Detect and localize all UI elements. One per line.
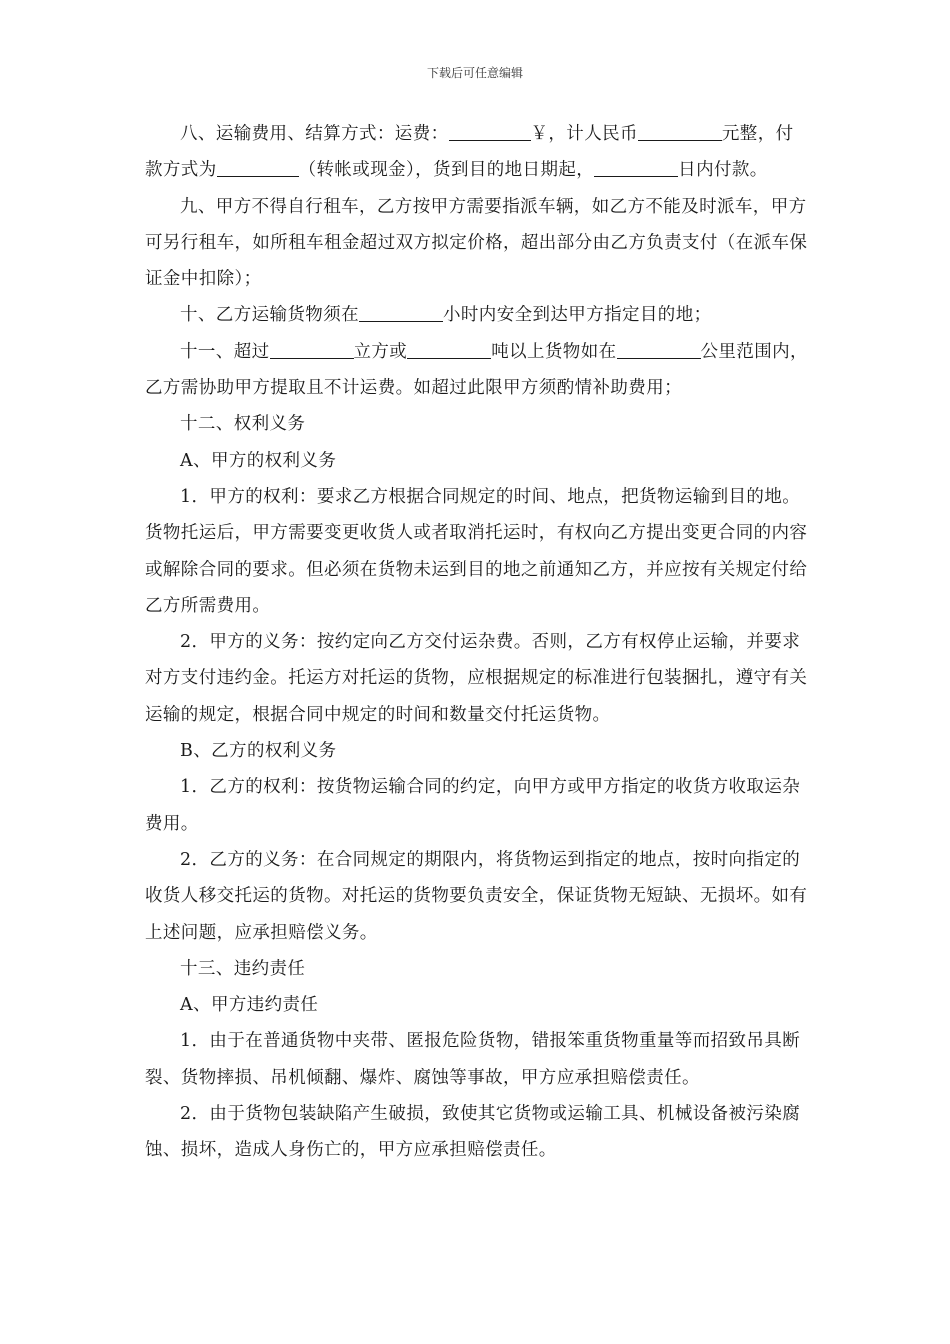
clause-12-a-2: 2．甲方的义务：按约定向乙方交付运杂费。否则，乙方有权停止运输，并要求对方支付违约金。托运方对托运的货物，应根据规定的标准进行包装捆扎，遵守有关运输的规定，根据合同中规定的时间和数量交付托运货物。 <box>145 632 808 725</box>
clause-9: 九、甲方不得自行租车，乙方按甲方需要指派车辆，如乙方不能及时派车，甲方可另行租车，如所租车租金超过双方拟定价格，超出部分由乙方负责支付（在派车保证金中扣除）； <box>145 196 808 290</box>
clause-12-b-title: B、乙方的权利义务 <box>180 741 337 762</box>
clause-13-a-title: A、甲方违约责任 <box>180 995 319 1016</box>
clause-11 <box>145 334 810 407</box>
payment-method-blank <box>217 156 299 177</box>
hours-blank <box>359 301 443 322</box>
clause-11-text-4: 公里范围内，乙方需协助甲方提取且不计运费。如超过此限甲方须酌情补助费用； <box>145 341 808 399</box>
document-body <box>145 116 810 1169</box>
clause-8 <box>145 116 810 189</box>
payment-days-blank <box>594 156 678 177</box>
clause-13-a-1: 1．由于在普通货物中夹带、匿报危险货物，错报笨重货物重量等而招致吊具断裂、货物摔损、吊机倾翻、爆炸、腐蚀等事故，甲方应承担赔偿责任。 <box>145 1031 801 1088</box>
clause-10-text-1: 十、乙方运输货物须在 <box>180 305 359 326</box>
clause-11-text-2: 立方或 <box>353 341 408 362</box>
clause-8-text-5: 日内付款。 <box>678 160 768 181</box>
clause-11-text-3: 吨以上货物如在 <box>491 341 617 362</box>
rmb-amount-blank <box>638 120 722 141</box>
clause-8-text-3: 元整，付款方式为 <box>145 124 794 181</box>
clause-10 <box>145 297 810 333</box>
cubic-meters-blank <box>270 338 354 359</box>
tons-blank <box>407 338 491 359</box>
freight-amount-blank <box>449 120 531 141</box>
clause-12-a-1: 1．甲方的权利：要求乙方根据合同规定的时间、地点，把货物运输到目的地。货物托运后，甲方需要变更收货人或者取消托运时，有权向乙方提出变更合同的内容或解除合同的要求。但必须在货物未运到目的地之前通知乙方，并应按有关规定付给乙方所需费用。 <box>145 486 808 616</box>
clause-8-text-2: ￥，计人民币 <box>530 124 638 144</box>
clause-8-text-4: （转帐或现金），货到目的地日期起， <box>298 160 595 181</box>
clause-11-text-1: 十一、超过 <box>180 341 270 362</box>
page-header: 下载后可任意编辑 <box>426 66 523 80</box>
clause-12-b-2: 2．乙方的义务：在合同规定的期限内，将货物运到指定的地点，按时向指定的收货人移交托运的货物。对托运的货物要负责安全，保证货物无短缺、无损坏。如有上述问题，应承担赔偿义务。 <box>145 849 808 943</box>
clause-13-a-2: 2．由于货物包装缺陷产生破损，致使其它货物或运输工具、机械设备被污染腐蚀、损坏，造成人身伤亡的，甲方应承担赔偿责任。 <box>145 1104 801 1161</box>
clause-12-b-1: 1．乙方的权利：按货物运输合同的约定，向甲方或甲方指定的收货方收取运杂费用。 <box>145 777 801 834</box>
clause-12-title: 十二、权利义务 <box>180 414 306 435</box>
kilometers-blank <box>617 338 701 359</box>
clause-12-a-title: A、甲方的权利义务 <box>180 450 337 471</box>
clause-8-text-1: 八、运输费用、结算方式：运费： <box>180 124 449 144</box>
clause-13-title: 十三、违约责任 <box>180 958 306 979</box>
clause-10-text-2: 小时内安全到达甲方指定目的地； <box>443 305 712 326</box>
